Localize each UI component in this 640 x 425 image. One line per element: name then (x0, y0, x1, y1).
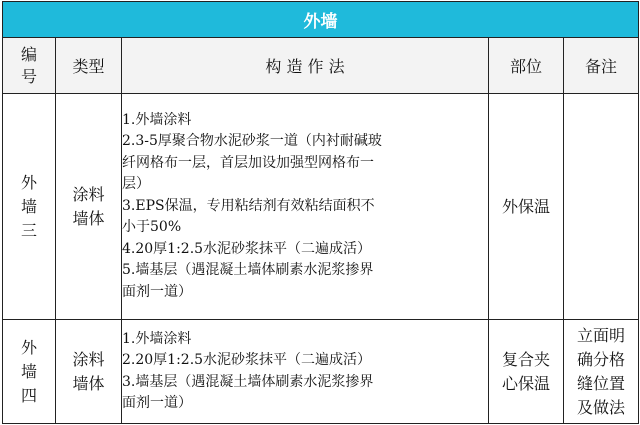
row-method (122, 320, 489, 424)
row-method (122, 94, 489, 320)
row-location (489, 320, 564, 424)
table-title: 外墙 (3, 2, 639, 38)
header-no-line: 编 (20, 44, 37, 64)
method-line: 面剂一道） (122, 283, 192, 300)
row-location-line: 心保温 (501, 373, 550, 393)
header-location: 部位 (489, 38, 564, 94)
wall-spec-table (2, 1, 639, 424)
row-location (489, 94, 564, 320)
title-row (3, 2, 639, 38)
method-line: 3.墙基层（遇混凝土墙体刷素水泥浆掺界 (122, 373, 374, 390)
row-remark-line: 立面明 (576, 325, 625, 345)
row-remark-line: 及做法 (576, 397, 625, 417)
method-line: 1.外墙涂料 (122, 111, 192, 128)
header-no (3, 38, 56, 94)
row-type-line: 墙体 (72, 208, 105, 228)
row-type-line: 涂料 (72, 184, 105, 204)
table-row (3, 94, 639, 320)
row-no-char: 四 (20, 385, 37, 405)
row-remark-line: 缝位置 (576, 373, 625, 393)
row-no (3, 94, 56, 320)
header-no-line: 号 (20, 66, 37, 86)
header-method: 构 造 作 法 (122, 38, 489, 94)
row-no-char: 外 (20, 172, 37, 192)
header-row (3, 38, 639, 94)
method-line: 4.20厚1:2.5水泥砂浆抹平（二遍成活） (122, 240, 372, 257)
row-location-line: 复合夹 (501, 349, 550, 369)
method-line: 5.墙基层（遇混凝土墙体刷素水泥浆掺界 (122, 262, 374, 279)
row-remark-line: 确分格 (576, 349, 625, 369)
method-line: 3.EPS保温，专用粘结剂有效粘结面积不 (122, 197, 375, 214)
method-line: 面剂一道） (122, 395, 192, 411)
row-no (3, 320, 56, 424)
header-remark: 备注 (564, 38, 639, 94)
table-row (3, 320, 639, 424)
method-line: 纤网格布一层，首层加设加强型网格布一 (122, 154, 374, 171)
row-type-line: 涂料 (72, 349, 105, 369)
row-type-line: 墙体 (72, 373, 105, 393)
row-no-char: 外 (20, 337, 37, 357)
row-no-char: 墙 (20, 196, 37, 216)
method-line: 1.外墙涂料 (122, 330, 192, 347)
method-line: 小于50% (122, 219, 182, 236)
row-type (56, 320, 122, 424)
row-type (56, 94, 122, 320)
header-type: 类型 (56, 38, 122, 94)
row-no-char: 三 (20, 220, 37, 240)
row-remark (564, 320, 639, 424)
row-no-char: 墙 (20, 361, 37, 381)
method-line: 2.3-5厚聚合物水泥砂浆一道（内衬耐碱玻 (122, 133, 382, 150)
row-remark (564, 94, 639, 320)
method-line: 2.20厚1:2.5水泥砂浆抹平（二遍成活） (122, 352, 372, 368)
method-line: 层） (122, 176, 150, 193)
row-location-line: 外保温 (501, 196, 550, 216)
